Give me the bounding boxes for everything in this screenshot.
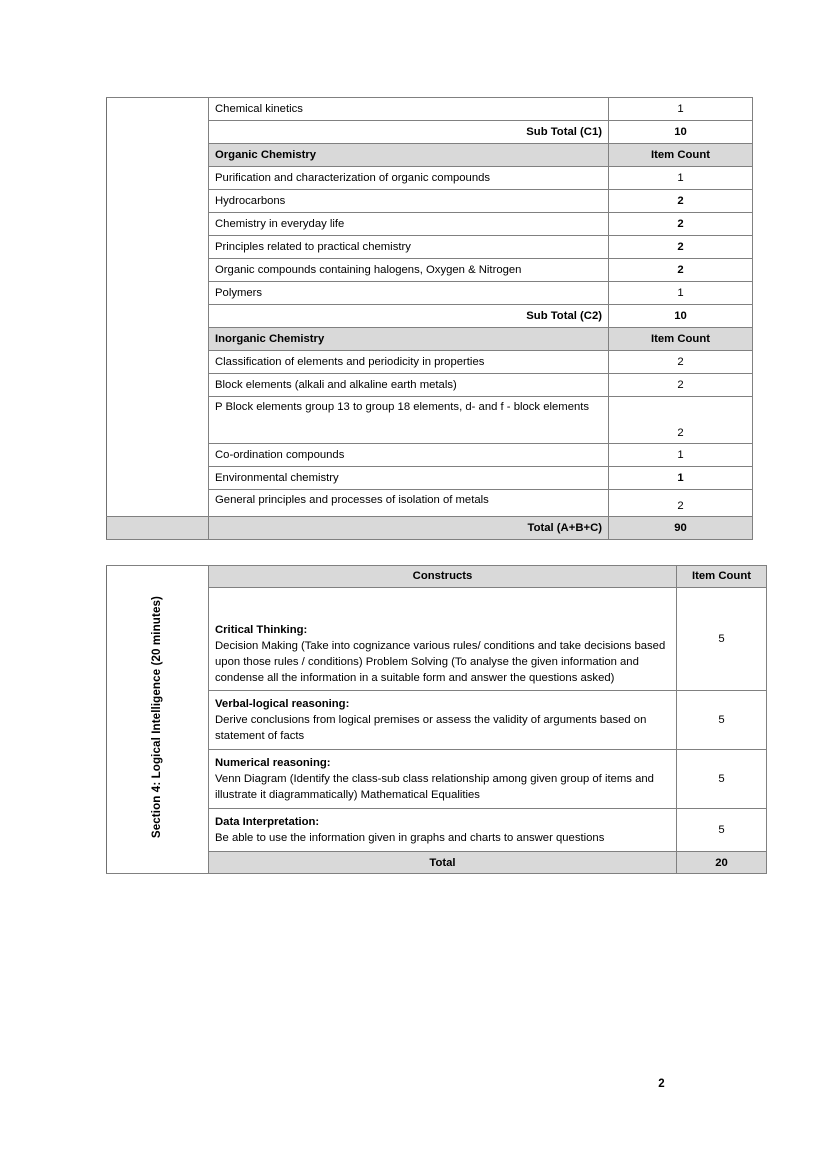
item-count: 1	[609, 467, 753, 490]
subtotal-label: Sub Total (C1)	[209, 121, 609, 144]
total-label: Total	[209, 852, 677, 874]
item-count: 2	[609, 259, 753, 282]
page-number-value: 2	[658, 1078, 665, 1090]
construct-cell-critical-thinking	[209, 588, 677, 691]
chemistry-syllabus-table	[106, 97, 753, 540]
item-count: 1	[609, 98, 753, 121]
construct-cell-data-interpretation	[209, 809, 677, 852]
section-label-text: Section 4: Logical Intelligence (20 minutes)	[150, 596, 164, 839]
construct-description: Derive conclusions from logical premises or assess the validity of arguments based on statement of facts	[215, 714, 647, 743]
section-label-cell-logical	[107, 566, 209, 874]
column-header-item-count: Item Count	[677, 566, 767, 588]
construct-description: Decision Making (Take into cognizance various rules/ conditions and take decisions based upon those rules / conditions) Problem Solving (To analyse the given information and condense all the information in a suitable form and answer the questions asked)	[215, 640, 666, 685]
topic-name: General principles and processes of isolation of metals	[209, 490, 609, 517]
construct-cell-numerical-reasoning	[209, 750, 677, 809]
grand-total-label: Total (A+B+C)	[209, 517, 609, 540]
item-count: 2	[609, 351, 753, 374]
topic-name: Hydrocarbons	[209, 190, 609, 213]
total-row-spacer	[107, 517, 209, 540]
section-label-cell-chemistry	[107, 98, 209, 517]
item-count: 1	[609, 167, 753, 190]
construct-title: Verbal-logical reasoning:	[215, 698, 350, 711]
column-header-item-count: Item Count	[609, 144, 753, 167]
column-header-constructs: Constructs	[209, 566, 677, 588]
total-count: 20	[677, 852, 767, 874]
construct-description: Venn Diagram (Identify the class-sub class relationship among given group of items and illustrate it diagrammatically) Mathematical Equalities	[215, 773, 654, 802]
item-count: 1	[609, 282, 753, 305]
item-count: 5	[677, 691, 767, 750]
grand-total-count: 90	[609, 517, 753, 540]
page-number	[0, 1078, 827, 1090]
construct-title: Data Interpretation:	[215, 816, 320, 829]
topic-name: Block elements (alkali and alkaline earth metals)	[209, 374, 609, 397]
topic-name: Organic compounds containing halogens, Oxygen & Nitrogen	[209, 259, 609, 282]
item-count: 5	[677, 588, 767, 691]
topic-name: Co-ordination compounds	[209, 444, 609, 467]
topic-name: Principles related to practical chemistry	[209, 236, 609, 259]
table-row	[107, 98, 753, 121]
item-count: 2	[609, 236, 753, 259]
topic-name: Classification of elements and periodicity in properties	[209, 351, 609, 374]
item-count: 2	[609, 397, 753, 444]
topic-name: Chemical kinetics	[209, 98, 609, 121]
subtotal-label: Sub Total (C2)	[209, 305, 609, 328]
group-header-organic-chemistry: Organic Chemistry	[209, 144, 609, 167]
topic-name: Environmental chemistry	[209, 467, 609, 490]
item-count: 1	[609, 444, 753, 467]
construct-title: Critical Thinking:	[215, 624, 308, 636]
construct-cell-verbal-logical-reasoning	[209, 691, 677, 750]
topic-name: P Block elements group 13 to group 18 elements, d- and f - block elements	[209, 397, 609, 444]
subtotal-count: 10	[609, 305, 753, 328]
group-header-inorganic-chemistry: Inorganic Chemistry	[209, 328, 609, 351]
column-header-item-count: Item Count	[609, 328, 753, 351]
construct-description: Be able to use the information given in graphs and charts to answer questions	[215, 832, 605, 845]
topic-name: Purification and characterization of organic compounds	[209, 167, 609, 190]
item-count: 2	[609, 190, 753, 213]
topic-name: Chemistry in everyday life	[209, 213, 609, 236]
item-count: 2	[609, 213, 753, 236]
subtotal-count: 10	[609, 121, 753, 144]
logical-intelligence-table	[106, 565, 767, 874]
table-row-total	[107, 517, 753, 540]
topic-name: Polymers	[209, 282, 609, 305]
item-count: 5	[677, 809, 767, 852]
item-count: 5	[677, 750, 767, 809]
construct-title: Numerical reasoning:	[215, 757, 331, 770]
item-count: 2	[609, 374, 753, 397]
table-row-header	[107, 566, 767, 588]
item-count: 2	[609, 490, 753, 517]
